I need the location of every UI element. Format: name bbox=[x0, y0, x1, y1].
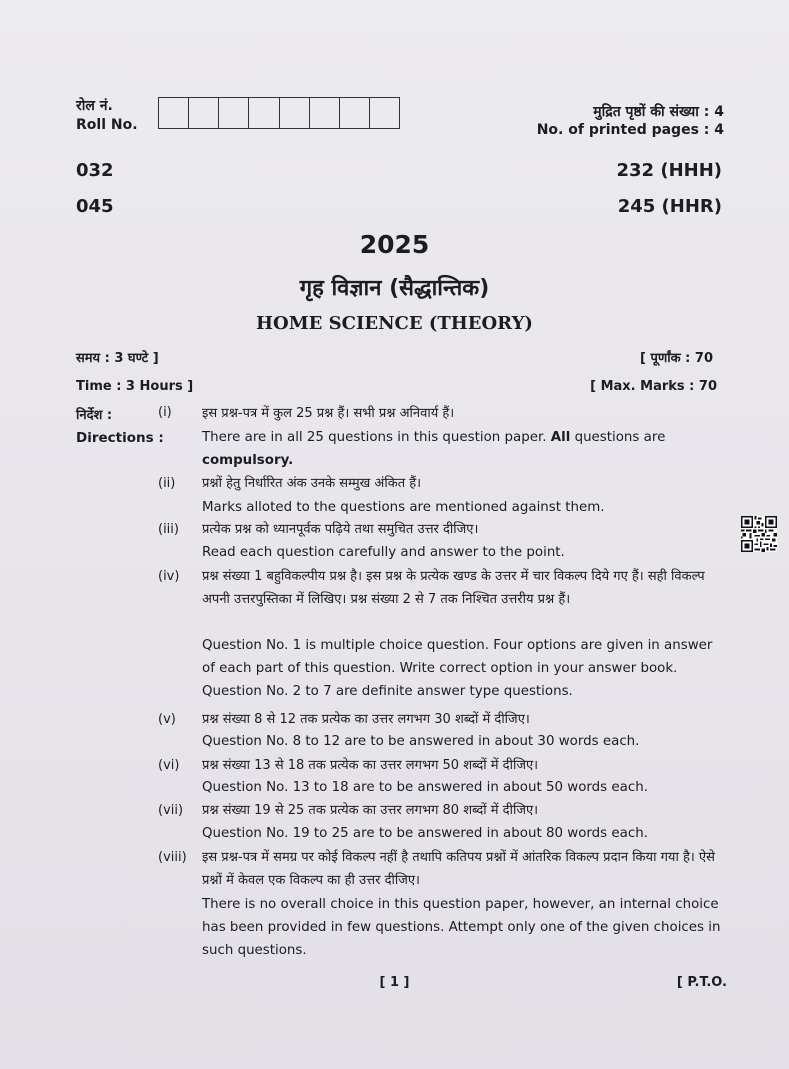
direction-number: (iv) bbox=[158, 569, 180, 584]
please-turn-over: [ P.T.O. bbox=[676, 975, 727, 990]
direction-number: (viii) bbox=[158, 850, 187, 865]
direction-text-hindi: प्रत्येक प्रश्न को ध्यानपूर्वक पढ़िये तथा समुचित उत्तर दीजिए। bbox=[202, 522, 479, 537]
direction-number: (i) bbox=[158, 405, 172, 420]
page-number: [ 1 ] bbox=[379, 975, 410, 990]
paper-code-left-2: 045 bbox=[76, 196, 114, 217]
subject-title-english: HOME SCIENCE (THEORY) bbox=[256, 313, 533, 334]
roll-number-box[interactable] bbox=[249, 98, 279, 128]
exam-year: 2025 bbox=[359, 230, 430, 259]
time-hindi: समय : 3 घण्टे ] bbox=[76, 351, 159, 366]
direction-text-english: Question No. 8 to 12 are to be answered in about 30 words each. bbox=[202, 734, 640, 749]
direction-text-english: There is no overall choice in this question paper, however, an internal choice has been provided in few questions. Attempt only one of the given choices in such questions. bbox=[202, 897, 721, 958]
printed-pages-english: No. of printed pages : 4 bbox=[536, 122, 724, 138]
qr-code-icon bbox=[741, 516, 777, 552]
direction-text-hindi: इस प्रश्न-पत्र में समग्र पर कोई विकल्प नहीं है तथापि कतिपय प्रश्नों में आंतरिक विकल्प प्रदान किया गया है। ऐसे प्रश्नों में केवल एक विकल्प का ही उत्तर दीजिए। bbox=[202, 850, 715, 888]
direction-text-hindi: इस प्रश्न-पत्र में कुल 25 प्रश्न हैं। सभी प्रश्न अनिवार्य हैं। bbox=[202, 406, 455, 421]
roll-number-box[interactable] bbox=[280, 98, 310, 128]
roll-number-box[interactable] bbox=[340, 98, 370, 128]
direction-number: (vi) bbox=[158, 758, 180, 773]
max-marks-english: [ Max. Marks : 70 bbox=[590, 379, 717, 394]
direction-text-hindi: प्रश्न संख्या 8 से 12 तक प्रत्येक का उत्तर लगभग 30 शब्दों में दीजिए। bbox=[202, 712, 530, 727]
subject-title-hindi: गृह विज्ञान (सैद्धान्तिक) bbox=[299, 276, 490, 301]
direction-number: (vii) bbox=[158, 803, 184, 818]
paper-code-left-1: 032 bbox=[76, 160, 114, 181]
roll-label-hindi: रोल नं. bbox=[76, 98, 113, 114]
directions-label-hindi: निर्देश : bbox=[76, 408, 113, 423]
paper-code-right-1: 232 (HHH) bbox=[616, 160, 722, 181]
direction-text-hindi: प्रश्नों हेतु निर्धारित अंक उनके सम्मुख अंकित हैं। bbox=[202, 476, 422, 491]
direction-text-english: Read each question carefully and answer to the point. bbox=[202, 545, 565, 560]
direction-text-hindi: प्रश्न संख्या 19 से 25 तक प्रत्येक का उत्तर लगभग 80 शब्दों में दीजिए। bbox=[202, 803, 539, 818]
time-english: Time : 3 Hours ] bbox=[76, 379, 194, 394]
direction-text-english: Marks alloted to the questions are mentioned against them. bbox=[202, 500, 605, 515]
max-marks-hindi: [ पूर्णांक : 70 bbox=[640, 351, 713, 366]
direction-text-hindi: प्रश्न संख्या 13 से 18 तक प्रत्येक का उत्तर लगभग 50 शब्दों में दीजिए। bbox=[202, 758, 539, 773]
printed-pages-hindi: मुद्रित पृष्ठों की संख्या : 4 bbox=[593, 104, 724, 120]
direction-number: (v) bbox=[158, 712, 176, 727]
roll-number-box[interactable] bbox=[310, 98, 340, 128]
direction-text-english: Question No. 19 to 25 are to be answered in about 80 words each. bbox=[202, 826, 648, 841]
direction-text-hindi: प्रश्न संख्या 1 बहुविकल्पीय प्रश्न है। इस प्रश्न के प्रत्येक खण्ड के उत्तर में चार विकल्प दिये गए हैं। सही विकल्प अपनी उत्तरपुस्तिका में लिखिए। प्रश्न संख्या 2 से 7 तक निश्चित उत्तरीय प्रश्न हैं। bbox=[202, 569, 705, 607]
roll-number-box[interactable] bbox=[159, 98, 189, 128]
roll-number-box[interactable] bbox=[219, 98, 249, 128]
roll-number-box[interactable] bbox=[189, 98, 219, 128]
direction-number: (ii) bbox=[158, 476, 176, 491]
roll-label-english: Roll No. bbox=[76, 117, 138, 133]
roll-number-boxes[interactable] bbox=[158, 97, 400, 129]
direction-text-english: There are in all 25 questions in this question paper. All questions are compulsory. bbox=[202, 430, 666, 468]
directions-label-english: Directions : bbox=[76, 430, 164, 446]
roll-number-box[interactable] bbox=[370, 98, 399, 128]
direction-text-english: Question No. 1 is multiple choice question. Four options are given in answer of each part of this question. Write correct option in your answer book. Question No. 2 to 7 are definite answer type questions. bbox=[202, 638, 713, 699]
paper-code-right-2: 245 (HHR) bbox=[617, 196, 722, 217]
direction-text-english: Question No. 13 to 18 are to be answered in about 50 words each. bbox=[202, 780, 648, 795]
direction-number: (iii) bbox=[158, 522, 179, 537]
